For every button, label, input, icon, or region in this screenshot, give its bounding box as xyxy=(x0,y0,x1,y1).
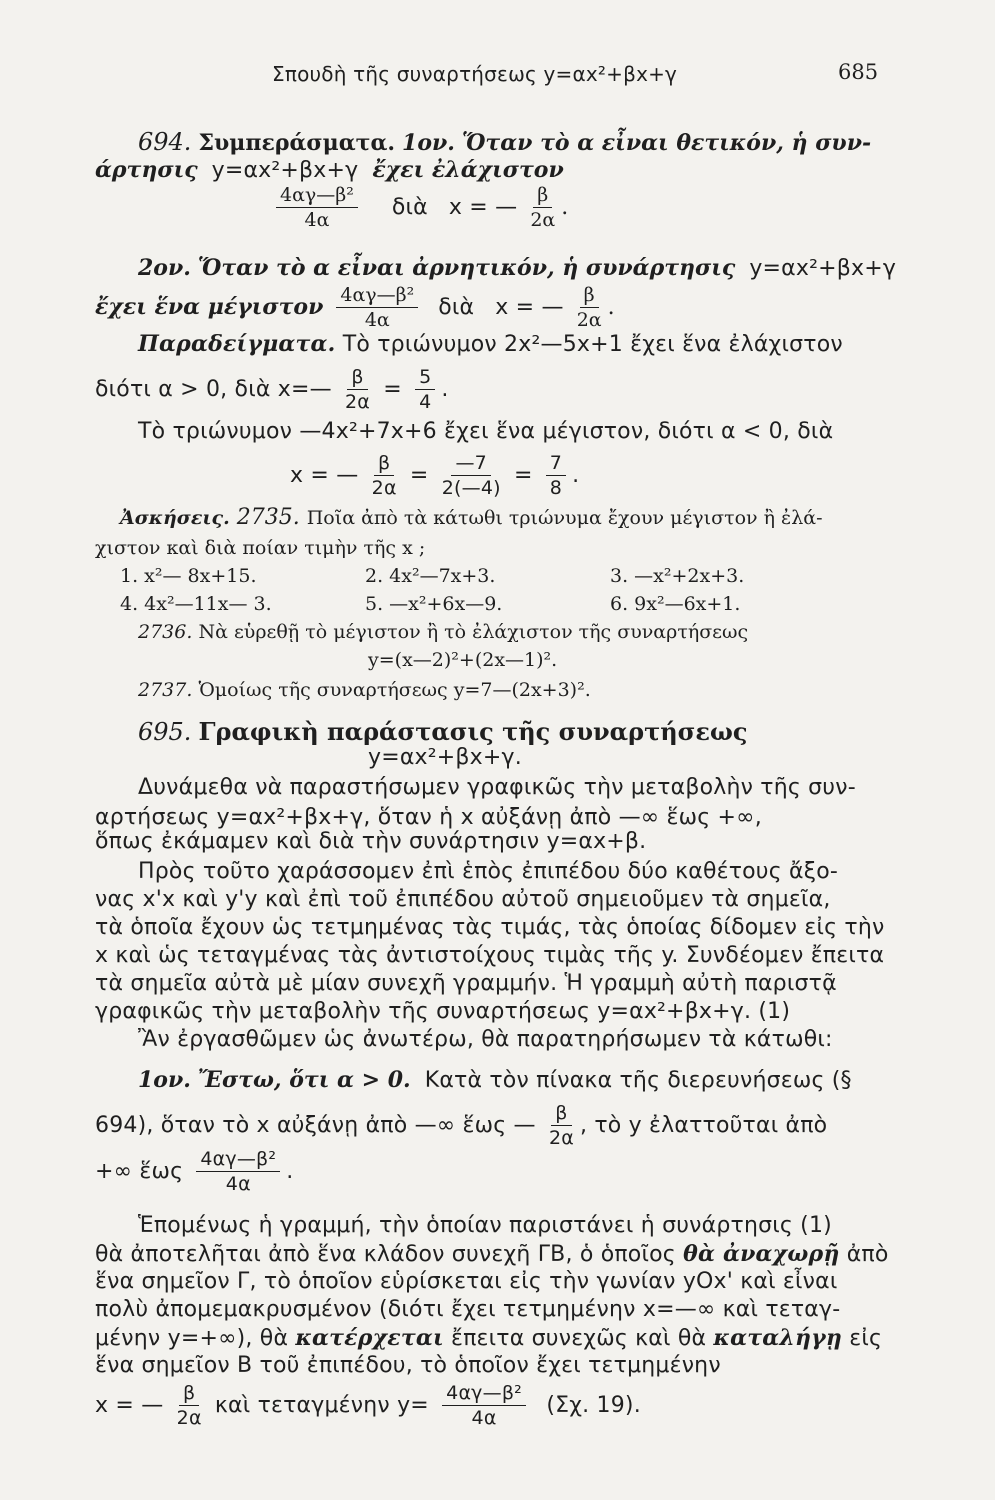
equals: = xyxy=(409,463,429,488)
exercise-2736 xyxy=(138,618,748,646)
paragraph-line: αρτήσεως y=αx²+βx+γ, ὅταν ἡ x αὐξάνῃ ἀπὸ —∞ ἕως +∞, xyxy=(95,805,762,830)
text: ἔχει ἕνα μέγιστον xyxy=(95,294,324,320)
section-title: Συμπεράσματα. xyxy=(198,130,396,156)
paragraph-line: Πρὸς τοῦτο χαράσσομεν ἐπὶ ἑπὸς ἐπιπέδου δύο καθέτους ἄξο- xyxy=(138,859,839,884)
paragraph-line: τὰ ὁποῖα ἔχουν ὡς τετμημένας τὰς τιμάς, τὰς ὁποίας δίδομεν εἰς τὴν xyxy=(95,915,885,940)
fraction-numerator: 7 xyxy=(546,454,566,476)
fraction-denominator: 2(—4) xyxy=(441,477,501,499)
fraction-denominator: 4α xyxy=(304,209,330,231)
case-text: Ὅταν τὸ α εἶναι θετικόν, ἡ συν- xyxy=(461,130,872,156)
paragraph-line: γραφικῶς τὴν μεταβολὴν τῆς συναρτήσεως y=αx²+βx+γ. (1) xyxy=(95,999,791,1024)
vertex-coordinates xyxy=(95,1384,641,1428)
fraction-denominator: 2α xyxy=(176,1407,202,1429)
section-number: 694. xyxy=(138,128,192,156)
paragraph-line: τὰ σημεῖα αὐτὰ μὲ μίαν συνεχῆ γραμμήν. Ἡ γραμμὴ αὐτὴ παριστᾷ xyxy=(95,971,837,996)
text: , τὸ y ἐλαττοῦται ἀπὸ xyxy=(579,1113,828,1138)
fraction-denominator: 4 xyxy=(419,391,432,413)
case-label: 1ον. xyxy=(138,1067,191,1093)
figure-reference: (Σχ. 19). xyxy=(546,1393,641,1418)
text: +∞ ἕως xyxy=(95,1159,184,1184)
fraction-result xyxy=(415,368,435,412)
paragraph-line: Ἑπομένως ἡ γραμμή, τὴν ὁποίαν παριστάνει ἡ συνάρτησις (1) xyxy=(138,1213,832,1238)
paragraph-line: Ἂν ἐργασθῶμεν ὡς ἀνωτέρω, θὰ παρατηρήσωμεν τὰ κάτωθι: xyxy=(138,1027,833,1052)
examples-label: Παραδείγματα. xyxy=(138,331,336,357)
fraction-denominator: 4α xyxy=(364,309,390,331)
case-title: Ἔστω, ὅτι α > 0. xyxy=(197,1067,411,1093)
items-row-2 xyxy=(120,590,740,618)
text: θὰ ἀποτελῆται ἀπὸ ἕνα κλάδον συνεχῆ ΓΒ, ὁ ὁποῖος xyxy=(95,1242,676,1267)
exercise-2735 xyxy=(120,504,823,532)
fraction-numerator: β xyxy=(179,1384,199,1406)
case-text: Ὅταν τὸ α εἶναι ἀρνητικόν, ἡ συνάρτησις xyxy=(197,255,736,281)
equals: = xyxy=(383,377,402,402)
paragraph-line: νας x'x καὶ y'y καὶ ἐπὶ τοῦ ἐπιπέδου αὐτοῦ σημειοῦμεν τὰ σημεῖα, xyxy=(95,887,831,912)
exercise-2737 xyxy=(138,676,591,704)
exercise-text: Νὰ εὑρεθῇ τὸ μέγιστον ἢ τὸ ἐλάχιστον τῆς συναρτήσεως xyxy=(198,621,749,643)
fraction-numerator: 4αγ—β² xyxy=(196,1150,280,1172)
fraction-numerator: 4αγ—β² xyxy=(276,186,358,208)
page-number: 685 xyxy=(838,60,879,84)
section-title: Γραφικὴ παράστασις τῆς συναρτήσεως xyxy=(198,717,748,746)
minimum-formula: $\frac{\text{4αγ—β²}}{4\alpha}$ διὰ x = — $\frac{\beta}{2\alpha}$ . xyxy=(270,186,568,230)
paragraph-line: πολὺ ἀπομεμακρυσμένον (διότι ἔχει τετμημένην x=—∞ καὶ τεταγ- xyxy=(95,1297,841,1322)
fraction-vertex xyxy=(577,286,602,330)
line-function xyxy=(95,156,564,185)
fraction-denominator: 4α xyxy=(225,1173,251,1195)
x-equals: x = — xyxy=(495,295,564,320)
case-1-range-2: +∞ ἕως $\frac{\text{4αγ—β²}}{4\alpha}$ . xyxy=(95,1148,294,1195)
text: διότι α > 0, διὰ x=— xyxy=(95,377,332,402)
exercise-2736-func: y=(x—2)²+(2x—1)². xyxy=(368,649,558,671)
exercise-2735-cont: χιστον καὶ διὰ ποίαν τιμὴν τῆς x ; xyxy=(95,537,426,559)
equals: = xyxy=(513,463,533,488)
function: y=αx²+βx+γ xyxy=(749,256,897,281)
case-1-range xyxy=(95,1104,827,1148)
x-equals: x = — xyxy=(290,463,359,488)
emphasis: κατέρχεται xyxy=(295,1325,444,1351)
example-2-text: Τὸ τριώνυμον —4x²+7x+6 ἔχει ἕνα μέγιστον, διότι α < 0, διὰ xyxy=(138,419,834,444)
fraction-numerator: 5 xyxy=(415,368,435,390)
examples-line xyxy=(138,330,843,359)
item: 6. 9x²—6x+1. xyxy=(610,593,741,615)
maximum-formula: ἔχει ἕνα μέγιστον $\frac{\text{4αγ—β²}}{4\alpha}$ διὰ x = — $\frac{\beta}{2\alpha}$ . xyxy=(95,284,615,331)
case-text: Κατὰ τὸν πίνακα τῆς διερευνήσεως (§ xyxy=(424,1068,852,1093)
fraction-min xyxy=(196,1150,280,1194)
fraction-numerator: β xyxy=(374,454,394,476)
text: x = — xyxy=(95,1393,164,1418)
text: άρτησις xyxy=(95,157,198,183)
fraction-vertex xyxy=(372,454,397,498)
exercise-text: Ὁμοίως τῆς συναρτήσεως y=7—(2x+3)². xyxy=(198,679,591,701)
text: μένην y=+∞), θὰ xyxy=(95,1326,289,1351)
paragraph-line: ἕνα σημεῖον Γ, τὸ ὁποῖον εὑρίσκεται εἰς τὴν γωνίαν yOx' καὶ εἶναι xyxy=(95,1269,838,1294)
fraction-min xyxy=(276,186,358,230)
fraction-vertex xyxy=(345,368,370,412)
exercise-text: Ποῖα ἀπὸ τὰ κάτωθι τριώνυμα ἔχουν μέγιστον ἢ ἐλά- xyxy=(306,507,823,529)
item: 3. —x²+2x+3. xyxy=(610,565,745,587)
exercise-number: 2736. xyxy=(138,621,193,643)
fraction-numerator: β xyxy=(580,286,599,308)
exercise-number: 2737. xyxy=(138,679,193,701)
fraction-vertex xyxy=(549,1104,574,1148)
second-case xyxy=(138,254,896,283)
exercises-label: Ἀσκήσεις. xyxy=(120,507,230,529)
items-row-1 xyxy=(120,562,744,590)
paragraph-line: x καὶ ὡς τεταγμένας τὰς ἀντιστοίχους τιμὰς τῆς y. Συνδέομεν ἔπειτα xyxy=(95,943,885,968)
fraction-denominator: 2α xyxy=(371,477,397,499)
fraction-substituted xyxy=(442,454,501,498)
fraction-numerator: 4αγ—β² xyxy=(336,286,418,308)
text: καὶ τεταγμένην y= xyxy=(214,1393,429,1418)
text: ἀπὸ xyxy=(846,1242,889,1267)
section-number: 695. xyxy=(138,718,192,746)
fraction-numerator: 4αγ—β² xyxy=(442,1384,526,1406)
fraction-numerator: β xyxy=(347,368,367,390)
paragraph-line: Δυνάμεθα νὰ παραστήσωμεν γραφικῶς τὴν μεταβολὴν τῆς συν- xyxy=(138,775,856,800)
paragraph-line: ὅπως ἐκάμαμεν καὶ διὰ τὴν συνάρτησιν y=αx+β. xyxy=(95,829,647,854)
fraction-denominator: 2α xyxy=(548,1127,574,1149)
fraction-denominator: 2α xyxy=(530,209,556,231)
case-label: 2ον. xyxy=(138,255,191,281)
fraction-result xyxy=(546,454,566,498)
fraction-denominator: 4α xyxy=(471,1407,497,1429)
fraction-numerator: β xyxy=(551,1104,571,1126)
exercise-number: 2735. xyxy=(236,505,300,530)
fraction-denominator: 2α xyxy=(576,309,602,331)
example-1-text: Τὸ τριώνυμον 2x²—5x+1 ἔχει ἕνα ἐλάχιστον xyxy=(342,332,843,357)
example-2-formula: x = — $\frac{\beta}{2\alpha}$ = $\frac{—7}{2(—4)}$ = $\frac{7}{8}$ . xyxy=(290,452,580,499)
dia-word: διὰ xyxy=(391,195,428,220)
x-equals: x = — xyxy=(448,195,518,220)
item: 4. 4x²—11x— 3. xyxy=(120,593,272,615)
case-1-line xyxy=(138,1066,852,1095)
paragraph-line xyxy=(95,1324,882,1353)
dia-word: διὰ xyxy=(438,295,475,320)
fraction-min xyxy=(442,1384,526,1428)
function: y=αx²+βx+γ xyxy=(211,158,359,183)
section-695-function: y=αx²+βx+γ. xyxy=(368,745,522,770)
text: ἔπειτα συνεχῶς καὶ θὰ xyxy=(451,1326,707,1351)
fraction-numerator: —7 xyxy=(451,454,491,476)
case-label: 1ον. xyxy=(402,130,455,156)
item: 5. —x²+6x—9. xyxy=(365,593,503,615)
item: 1. x²— 8x+15. xyxy=(120,565,257,587)
emphasis: καταλήγῃ xyxy=(713,1325,843,1351)
paragraph-line xyxy=(95,1240,889,1269)
item: 2. 4x²—7x+3. xyxy=(365,565,496,587)
fraction-denominator: 2α xyxy=(345,391,371,413)
fraction-denominator: 8 xyxy=(549,477,563,499)
text: εἰς xyxy=(849,1326,883,1351)
text: ἔχει ἐλάχιστον xyxy=(372,157,564,183)
fraction-numerator: β xyxy=(533,186,552,208)
running-title: Σπουδὴ τῆς συναρτήσεως y=αx²+βx+γ xyxy=(272,62,678,86)
paragraph-line: ἕνα σημεῖον Β τοῦ ἐπιπέδου, τὸ ὁποῖον ἔχει τετμημένην xyxy=(95,1353,721,1378)
example-1-condition: διότι α > 0, διὰ x=— $\frac{\beta}{2\alpha}$ = $\frac{5}{4}$ . xyxy=(95,366,449,413)
fraction-vertex xyxy=(530,186,555,230)
text: 694), ὅταν τὸ x αὐξάνῃ ἀπὸ —∞ ἕως — xyxy=(95,1113,536,1138)
emphasis: θὰ ἀναχωρῇ xyxy=(683,1241,840,1267)
section-694-heading xyxy=(138,128,871,158)
fraction-vertex xyxy=(177,1384,202,1428)
fraction-max xyxy=(336,286,418,330)
